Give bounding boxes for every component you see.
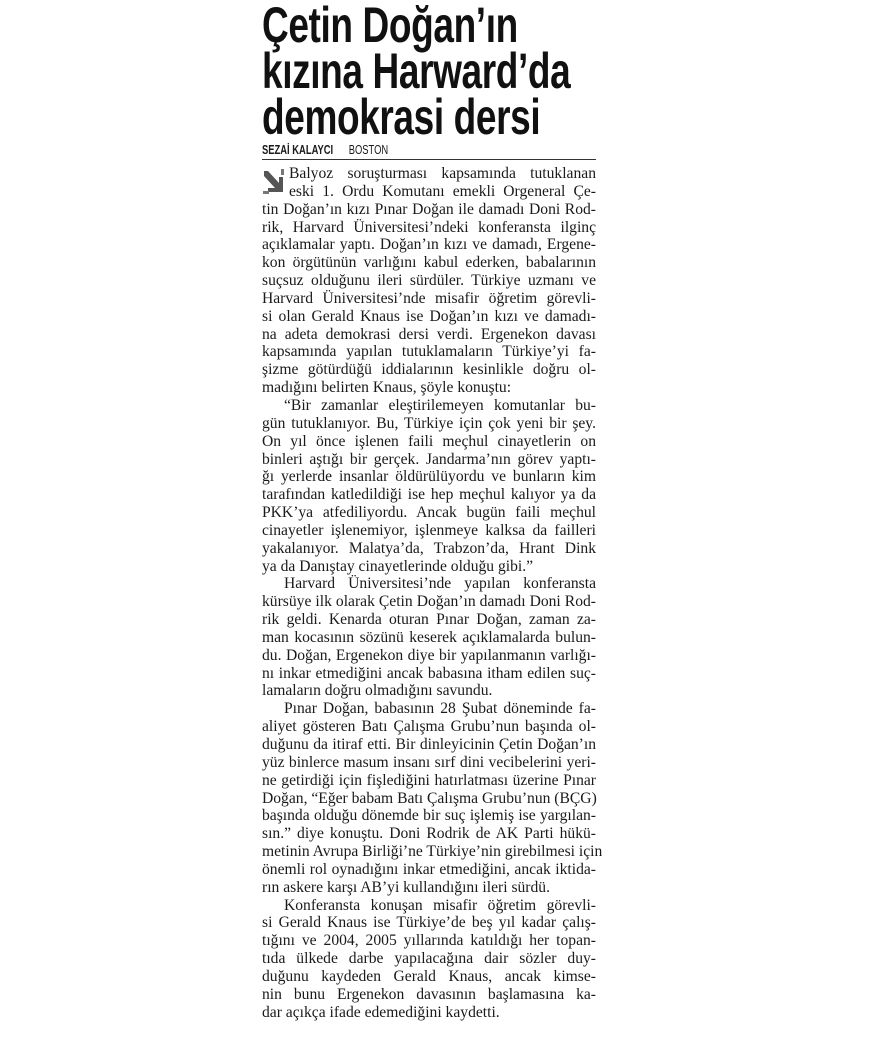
text-line: tarafından katledildiği ise hep meçhul kalıyor ya da	[262, 486, 596, 504]
text-line: Harvard Üniversitesi’nde yapılan konferansta	[284, 575, 596, 593]
text-line: kon örgütünün varlığını kabul ederken, babalarının	[262, 254, 596, 272]
text-line: Balyoz soruşturması kapsamında tutuklanan	[289, 165, 596, 182]
text-line: nin bunu Ergenekon davasının başlamasına ka-	[262, 985, 596, 1003]
paragraph	[262, 397, 596, 575]
headline	[262, 0, 596, 145]
text-line: sın.” diye konuştu. Doni Rodrik de AK Parti hükü-	[262, 825, 596, 843]
text-line: şizme götürdüğü iddialarının kesinlikle doğru ol-	[262, 361, 596, 379]
paragraph	[262, 897, 596, 1022]
paragraph	[262, 575, 596, 700]
text-line: nı inkar etmediğini ancak babasına itham edilen suç-	[262, 664, 596, 682]
text-line: ne getirdiği için fişlediğini hatırlatması üzerine Pınar	[262, 771, 596, 789]
news-article	[262, 0, 603, 1022]
article-body	[262, 165, 603, 1022]
text-line: tığını ve 2004, 2005 yıllarında katıldığı her topan-	[262, 932, 596, 950]
text-line: du. Doğan, Ergenekon diye bir yapılanmanın varlığı-	[262, 646, 596, 664]
text-line: rik geldi. Kenarda oturan Pınar Doğan, zaman za-	[262, 611, 596, 629]
headline-line: demokrasi dersi	[262, 89, 541, 145]
text-line: PKK’ya atfediliyordu. Ancak bugün faili meçhul	[262, 504, 596, 522]
text-line: si Gerald Knaus ise Türkiye’de beş yıl kadar çalış-	[262, 914, 596, 932]
text-line: başında olduğu dönemde bir suç işlemiş ise yargılan-	[262, 807, 596, 825]
arrow-down-right-icon	[262, 168, 285, 195]
headline-line: kızına Harward’da	[262, 43, 571, 99]
paragraph	[262, 165, 596, 397]
text-line: On yıl önce işlenen faili meçhul cinayetlerin on	[262, 432, 596, 450]
text-line: ğı yerlerde insanlar öldürülüyordu ve bunların kim	[262, 468, 596, 486]
text-line: dar açıkça ifade edemediğini kaydetti.	[262, 1003, 500, 1021]
text-line: Doğan, “Eğer babam Batı Çalışma Grubu’nun (BÇG)	[262, 789, 597, 807]
text-line: aliyet gösteren Batı Çalışma Grubu’nun başında ol-	[262, 718, 596, 736]
text-line: açıklamalar yaptı. Doğan’ın kızı ve damadı, Ergene-	[262, 236, 596, 254]
text-line: eski 1. Ordu Komutanı emekli Orgeneral Çe-	[289, 182, 596, 200]
text-line: duğunu kaydeden Gerald Knaus, ancak kimse-	[262, 967, 596, 985]
text-line: kürsüye ilk olarak Çetin Doğan’ın damadı Doni Rod-	[262, 593, 596, 611]
text-line: “Bir zamanlar eleştirilemeyen komutanlar bu-	[284, 396, 596, 414]
text-line: metinin Avrupa Birliği’ne Türkiye’nin girebilmesi için	[262, 843, 603, 861]
text-line: tin Doğan’ın kızı Pınar Doğan ile damadı Doni Rod-	[262, 200, 596, 218]
text-line: madığını belirten Knaus, şöyle konuştu:	[262, 379, 512, 397]
text-line: binleri aştığı bir gerçek. Jandarma’nın görev yaptı-	[262, 450, 596, 468]
text-line: ya da Danıştay cinayetlerinde olduğu gibi.”	[262, 557, 534, 575]
text-line: suçsuz olduğunu ileri sürdüler. Türkiye uzmanı ve	[262, 272, 596, 290]
text-line: Harvard Üniversitesi’nde misafir öğretim görevli-	[262, 289, 596, 307]
paragraph	[262, 700, 603, 896]
text-line: Pınar Doğan, babasının 28 Şubat döneminde fa-	[284, 700, 596, 718]
text-line: cinayetler işlenemiyor, işlenmeye kalksa da failleri	[262, 521, 596, 539]
headline-line: Çetin Doğan’ın	[262, 0, 518, 53]
text-line: tıda ülkede darbe yapılacağına dair sözler duy-	[262, 950, 596, 968]
text-line: yüz binlerce masum insanı sırf dini vecibelerini yeri-	[262, 753, 596, 771]
text-line: gün tutuklanıyor. Bu, Türkiye için çok yeni bir şey.	[262, 414, 596, 432]
text-line: rın askere karşı AB’yi kullandığını ileri sürdü.	[262, 878, 550, 896]
byline	[262, 143, 596, 160]
text-line: Konferansta konuşan misafir öğretim görevli-	[284, 896, 596, 914]
byline-location: BOSTON	[348, 142, 389, 157]
byline-author: SEZAİ KALAYCI	[262, 142, 334, 157]
text-line: kapsamında yapılan tutuklamaların Türkiye’yi fa-	[262, 343, 596, 361]
text-line: na adeta demokrasi dersi verdi. Ergenekon davası	[262, 325, 596, 343]
text-line: si olan Gerald Knaus ise Doğan’ın kızı ve damadı-	[262, 307, 596, 325]
text-line: önemli rol oynadığını inkar etmediğini, ancak iktida-	[262, 860, 596, 878]
text-line: lamaların doğru olmadığını savundu.	[262, 682, 493, 700]
text-line: yakalanıyor. Malatya’da, Trabzon’da, Hrant Dink	[262, 539, 596, 557]
text-line: duğunu da itiraf etti. Bir dinleyicinin Çetin Doğan’ın	[262, 736, 596, 753]
text-line: rik, Harvard Üniversitesi’ndeki konferansta ilginç	[262, 218, 596, 236]
text-line: man kocasının sözünü keserek açıklamalarda bulun-	[262, 628, 596, 646]
